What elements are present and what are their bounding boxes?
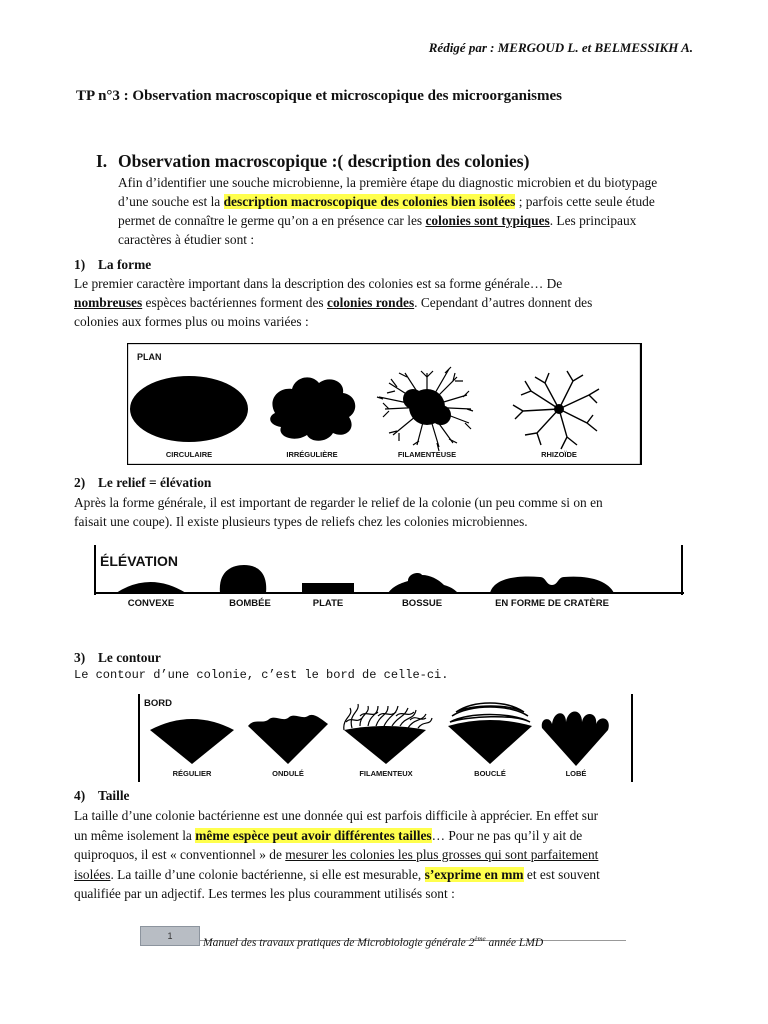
taille-text: quiproquos, il est « conventionnel » de <box>74 847 286 862</box>
intro-line-1: Afin d’identifier une souche microbienne, la première étape du diagnostic microbien et du biotypage <box>118 175 658 190</box>
label-filamenteux: FILAMENTEUX <box>359 769 413 778</box>
figure-plan-title: PLAN <box>137 352 162 362</box>
intro-line-2 <box>118 192 694 211</box>
label-plate: PLATE <box>312 598 344 609</box>
page-number: 1 <box>140 926 200 946</box>
figure-bord-title: BORD <box>144 698 172 709</box>
highlight-mm: s’exprime en mm <box>424 866 524 882</box>
figure-bord <box>138 694 634 784</box>
figure-elevation-title: ÉLÉVATION <box>100 553 179 569</box>
taille-line: qualifiée par un adjectif. Les termes les plus couramment utilisés sont : <box>74 886 455 901</box>
subsection-title: Le relief = élévation <box>98 475 212 490</box>
taille-line: La taille d’une colonie bactérienne est une donnée qui est parfois difficile à apprécier. En effet sur <box>74 808 599 823</box>
label-regulier: RÉGULIER <box>172 769 212 778</box>
taille-text: . La taille d’une colonie bactérienne, si elle est mesurable, <box>110 866 425 882</box>
label-irreguliere: IRRÉGULIÈRE <box>286 450 338 459</box>
subsection-taille-title <box>74 788 130 804</box>
label-filamenteuse: FILAMENTEUSE <box>397 450 457 459</box>
subsection-number: 2) <box>74 475 86 490</box>
taille-paragraph <box>74 806 694 904</box>
underline-mesurer: mesurer les colonies les plus grosses qui sont parfaitement <box>285 847 599 862</box>
footer-sup: ème <box>474 935 486 943</box>
figure-elevation <box>94 545 684 615</box>
intro-text: permet de connaître le germe qu’on a en présence car les <box>118 213 426 228</box>
forme-line: colonies aux formes plus ou moins variées : <box>74 314 309 329</box>
subsection-title: Le contour <box>98 650 161 665</box>
subsection-number: 1) <box>74 257 86 272</box>
label-cratere: EN FORME DE CRATÈRE <box>495 598 609 609</box>
contour-paragraph: Le contour d’une colonie, c’est le bord de celle-ci. <box>74 668 449 682</box>
highlight-tailles: même espèce peut avoir différentes tailles <box>195 827 432 843</box>
author-line: Rédigé par : MERGOUD L. et BELMESSIKH A. <box>428 40 693 55</box>
section-title-text: Observation macroscopique :( description des colonies) <box>118 151 530 171</box>
taille-text: … Pour ne pas qu’il y ait de <box>431 827 583 843</box>
subsection-contour-title <box>74 650 161 666</box>
subsection-number: 4) <box>74 788 86 803</box>
figure-plan-drawing <box>127 343 643 465</box>
subsection-title: Taille <box>98 788 130 803</box>
taille-text: un même isolement la <box>74 827 196 843</box>
forme-paragraph <box>74 274 694 331</box>
tp-title: TP n°3 : Observation macroscopique et microscopique des microorganismes <box>76 88 562 104</box>
label-bombee: BOMBÉE <box>229 598 271 609</box>
label-bossue: BOSSUE <box>401 598 443 609</box>
intro-line-3 <box>118 211 694 230</box>
forme-line: Le premier caractère important dans la description des colonies est sa forme générale… De <box>74 276 563 291</box>
label-boucle: BOUCLÉ <box>474 769 506 778</box>
underline-isolees: isolées <box>74 866 111 882</box>
intro-line-4: caractères à étudier sont : <box>118 232 255 247</box>
label-ondule: ONDULÉ <box>272 769 304 778</box>
label-lobe: LOBÉ <box>565 769 587 778</box>
forme-line <box>74 293 694 312</box>
footer-text <box>203 935 543 949</box>
footer-text-main: Manuel des travaux pratiques de Microbiologie générale 2 <box>203 936 475 949</box>
relief-line: Après la forme générale, il est important de regarder le relief de la colonie (un peu comme si on en <box>74 495 603 510</box>
relief-line: faisait une coupe). Il existe plusieurs types de reliefs chez les colonies microbiennes. <box>74 514 528 529</box>
label-circulaire: CIRCULAIRE <box>165 450 213 459</box>
taille-line <box>74 865 694 885</box>
forme-text: espèces bactériennes forment des <box>142 295 327 310</box>
intro-text: d’une souche est la <box>118 194 224 209</box>
footer-text-end: année LMD <box>485 936 544 949</box>
emphasis-colonies-rondes: colonies rondes <box>327 295 415 310</box>
emphasis-nombreuses: nombreuses <box>74 295 143 310</box>
section-intro <box>118 173 694 249</box>
relief-paragraph <box>74 493 694 531</box>
taille-line <box>74 826 694 846</box>
subsection-relief-title <box>74 475 211 491</box>
subsection-title: La forme <box>98 257 152 272</box>
intro-text: ; parfois cette seule étude <box>515 194 655 209</box>
forme-text: . Cependant d’autres donnent des <box>414 295 593 310</box>
subsection-number: 3) <box>74 650 86 665</box>
emphasis-typiques: colonies sont typiques <box>425 213 550 228</box>
section-number: I. <box>96 151 108 171</box>
figure-plan <box>127 343 643 465</box>
intro-text: . Les principaux <box>549 213 637 228</box>
taille-text: et est souvent <box>523 866 600 882</box>
subsection-forme-title <box>74 257 151 273</box>
label-rhizoide: RHIZOÏDE <box>541 450 577 459</box>
label-convexe: CONVEXE <box>127 598 175 609</box>
section-title <box>96 151 529 172</box>
taille-line <box>74 845 694 865</box>
highlight-description: description macroscopique des colonies bien isolées <box>223 194 516 209</box>
